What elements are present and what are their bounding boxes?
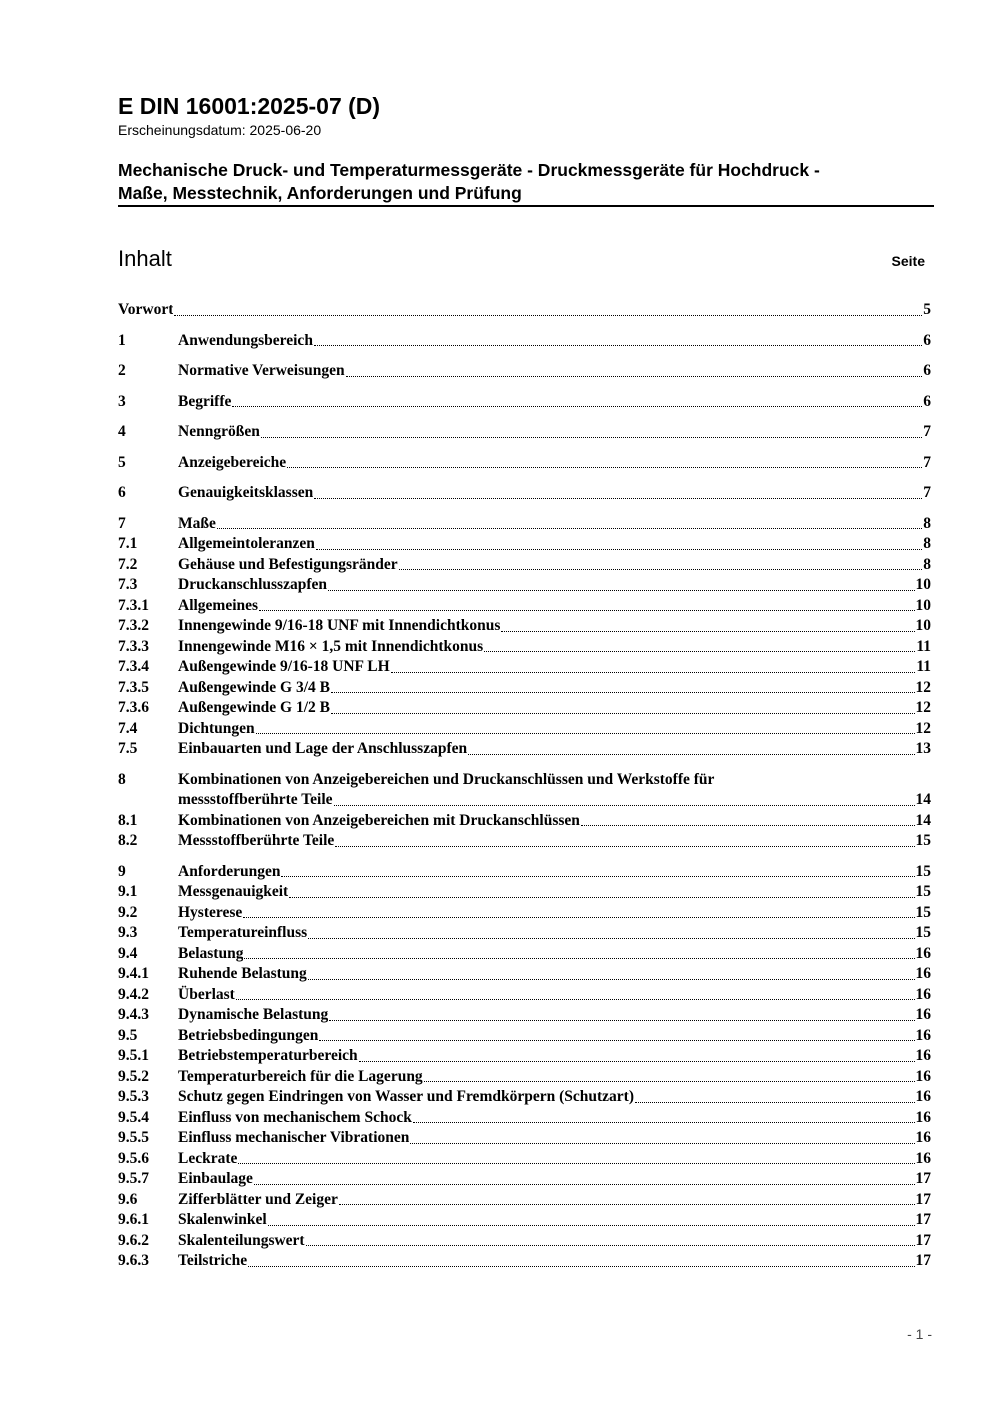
toc-entry-number: 7.3.3 xyxy=(118,637,149,655)
toc-entry-page: 8 xyxy=(923,514,931,532)
toc-page-column-label: Seite xyxy=(891,253,925,269)
toc-entry-page: 6 xyxy=(923,392,931,410)
toc-entry-title: Zifferblätter und Zeiger xyxy=(178,1190,338,1208)
toc-entry[interactable] xyxy=(118,300,931,321)
toc-entry-title: Nenngrößen xyxy=(178,423,260,440)
toc-entry-title: Hysterese xyxy=(178,903,243,921)
dot-leader xyxy=(267,1210,916,1231)
dot-leader xyxy=(500,616,915,637)
toc-entry[interactable] xyxy=(118,1046,931,1067)
toc-entry-page: 14 xyxy=(915,811,931,829)
toc-entry-title: Ruhende Belastung xyxy=(178,965,307,982)
dot-leader xyxy=(412,1108,916,1129)
dot-leader xyxy=(580,811,916,832)
toc-entry-title: Leckrate xyxy=(178,1149,238,1167)
toc-entry-number: 8.2 xyxy=(118,832,138,849)
toc-entry[interactable] xyxy=(118,1128,931,1149)
toc-entry-page: 11 xyxy=(916,637,931,655)
toc-entry-title: Gehäuse und Befestigungsränder xyxy=(178,555,398,573)
toc-entry[interactable] xyxy=(118,1251,931,1272)
dot-leader xyxy=(315,534,923,555)
toc-entry-number: 9.6.1 xyxy=(118,1211,149,1228)
toc-entry-title: Anforderungen xyxy=(178,862,281,880)
dot-leader xyxy=(235,985,916,1006)
dot-leader xyxy=(634,1087,916,1108)
toc-entry-number: 9.5.6 xyxy=(118,1149,149,1167)
toc-entry[interactable] xyxy=(118,964,931,985)
dot-leader xyxy=(288,882,915,903)
toc-entry[interactable] xyxy=(118,331,931,352)
toc-entry[interactable] xyxy=(118,596,931,617)
dot-leader xyxy=(255,719,916,740)
toc-entry[interactable] xyxy=(118,1087,931,1108)
dot-leader xyxy=(483,637,916,658)
toc-entry-continuation xyxy=(178,790,931,811)
toc-entry-title: Außengewinde 9/16-18 UNF LH xyxy=(178,658,390,675)
toc-entry[interactable] xyxy=(118,770,931,811)
toc-entry-number: 2 xyxy=(118,362,126,379)
dot-leader xyxy=(231,392,923,413)
document-title-line-2: Maße, Messtechnik, Anforderungen und Prüfung xyxy=(118,183,522,203)
dot-leader xyxy=(280,862,915,883)
dot-leader xyxy=(313,483,923,504)
toc-entry-number: 7.3 xyxy=(118,576,138,593)
dot-leader xyxy=(358,1046,916,1067)
toc-entry-page: 6 xyxy=(923,362,931,379)
toc-entry-title: Skalenwinkel xyxy=(178,1211,267,1228)
toc-entry-number: 7.3.2 xyxy=(118,617,149,634)
toc-entry-page: 16 xyxy=(915,985,931,1003)
document-title-line-1: Mechanische Druck- und Temperaturmessgeräte - Druckmessgeräte für Hochdruck - xyxy=(118,160,820,180)
dot-leader xyxy=(242,903,915,924)
toc-entry-title: Außengewinde G 1/2 B xyxy=(178,699,331,716)
toc-entry-page: 16 xyxy=(915,1006,931,1023)
dot-leader xyxy=(338,1190,916,1211)
dot-leader xyxy=(247,1251,915,1272)
dot-leader xyxy=(258,596,915,617)
toc-entry-title: Belastung xyxy=(178,944,244,962)
toc-entry-page: 17 xyxy=(915,1231,931,1249)
toc-entry-title: Einfluss von mechanischem Schock xyxy=(178,1108,412,1126)
toc-entry[interactable] xyxy=(118,616,931,637)
toc-entry[interactable] xyxy=(118,923,931,944)
toc-entry-title: Überlast xyxy=(178,985,235,1003)
toc-entry-number: 9.6.2 xyxy=(118,1231,149,1249)
toc-entry-number: 9.5.5 xyxy=(118,1129,149,1146)
toc-entry-title: Kombinationen von Anzeigebereichen mit Druckanschlüssen xyxy=(178,811,580,829)
dot-leader xyxy=(345,361,924,382)
toc-entry-page: 15 xyxy=(915,883,931,900)
toc-entry-body xyxy=(178,770,931,811)
toc-entry-title: Dichtungen xyxy=(178,719,255,737)
toc-entry-page: 15 xyxy=(915,924,931,941)
toc-entry[interactable] xyxy=(118,1108,931,1129)
toc-entry[interactable] xyxy=(118,944,931,965)
toc-entry-page: 17 xyxy=(915,1211,931,1228)
toc-entry-title: Temperaturbereich für die Lagerung xyxy=(178,1067,423,1085)
toc-entry-page: 16 xyxy=(915,965,931,982)
toc-entry-title: Betriebstemperaturbereich xyxy=(178,1047,358,1064)
toc-entry-title: Allgemeintoleranzen xyxy=(178,535,315,552)
toc-entry-number: 3 xyxy=(118,392,126,410)
toc-entry-title: Anzeigebereiche xyxy=(178,453,287,471)
toc-entry-page: 16 xyxy=(915,1149,931,1167)
toc-entry-page: 7 xyxy=(923,484,931,501)
toc-entry[interactable] xyxy=(118,882,931,903)
dot-leader xyxy=(307,923,915,944)
toc-entry[interactable] xyxy=(118,862,931,883)
toc-entry-page: 10 xyxy=(915,617,931,634)
toc-entry-page: 12 xyxy=(915,719,931,737)
toc-entry[interactable] xyxy=(118,1210,931,1231)
toc-entry-number: 9.2 xyxy=(118,903,138,921)
toc-entry[interactable] xyxy=(118,739,931,760)
document-id: E DIN 16001:2025-07 (D) xyxy=(118,93,381,119)
toc-entry-title: Dynamische Belastung xyxy=(178,1006,329,1023)
dot-leader xyxy=(328,1005,915,1026)
toc-entry-title: Teilstriche xyxy=(178,1252,248,1269)
toc-entry-page: 7 xyxy=(923,453,931,471)
toc-entry-number: 6 xyxy=(118,484,126,501)
toc-entry-page: 13 xyxy=(915,740,931,757)
toc-entry[interactable] xyxy=(118,361,931,382)
toc-entry[interactable] xyxy=(118,678,931,699)
toc-entry-number: 9.6.3 xyxy=(118,1252,149,1269)
toc-entry-title: messstoffberührte Teile xyxy=(178,791,333,808)
toc-entry[interactable] xyxy=(118,422,931,443)
toc-entry-number: 9.1 xyxy=(118,883,138,900)
toc-entry-number: 7.3.5 xyxy=(118,678,149,696)
dot-leader xyxy=(243,944,915,965)
toc-entry-number: 9.5.4 xyxy=(118,1108,149,1126)
toc-entry-number: 7.5 xyxy=(118,740,138,757)
toc-entry-page: 6 xyxy=(923,331,931,349)
dot-leader xyxy=(390,657,917,678)
toc-entry[interactable] xyxy=(118,657,931,678)
toc-entry-number: 9.4.1 xyxy=(118,965,149,982)
toc-entry-page: 17 xyxy=(915,1190,931,1208)
toc-entry[interactable] xyxy=(118,1067,931,1088)
toc-entry-title: Temperatureinfluss xyxy=(178,924,308,941)
toc-entry-page: 5 xyxy=(923,301,931,318)
dot-leader xyxy=(216,514,923,535)
toc-entry-title: Allgemeines xyxy=(178,596,259,614)
toc-entry-title: Einfluss mechanischer Vibrationen xyxy=(178,1129,410,1146)
dot-leader xyxy=(409,1128,915,1149)
toc-entry[interactable] xyxy=(118,534,931,555)
toc-entry-number: 5 xyxy=(118,453,126,471)
page-number: - 1 - xyxy=(907,1326,932,1342)
toc-entry-number: 1 xyxy=(118,331,126,349)
dot-leader xyxy=(423,1067,916,1088)
toc-entry-number: 9 xyxy=(118,862,126,880)
dot-leader xyxy=(237,1149,915,1170)
toc-entry-number: 9.5.2 xyxy=(118,1067,149,1085)
title-divider xyxy=(118,205,934,207)
toc-entry-number: 9.5 xyxy=(118,1026,138,1044)
toc-entry-number: 9.6 xyxy=(118,1190,138,1208)
dot-leader xyxy=(260,422,923,443)
toc-entry-page: 15 xyxy=(915,903,931,921)
toc-entry-title: Anwendungsbereich xyxy=(178,331,313,349)
toc-entry[interactable] xyxy=(118,719,931,740)
toc-entry-title: Kombinationen von Anzeigebereichen und Druckanschlüssen und Werkstoffe für xyxy=(178,770,715,788)
toc-entry-page: 16 xyxy=(915,1026,931,1044)
toc-entry-page: 16 xyxy=(915,1047,931,1064)
toc-entry[interactable] xyxy=(118,575,931,596)
toc-entry-title: Betriebsbedingungen xyxy=(178,1026,319,1044)
dot-leader xyxy=(286,453,923,474)
toc-entry-number: 7.3.4 xyxy=(118,658,149,675)
toc-entry[interactable] xyxy=(118,555,931,576)
dot-leader xyxy=(334,831,915,852)
toc-entry-title: Normative Verweisungen xyxy=(178,362,345,379)
toc-entry-number: 9.5.1 xyxy=(118,1047,149,1064)
toc-entry-number: 7.2 xyxy=(118,555,138,573)
toc-entry-number: 7.3.6 xyxy=(118,699,149,716)
toc-entry-title: Skalenteilungswert xyxy=(178,1231,305,1249)
toc-entry-title: Genauigkeitsklassen xyxy=(178,484,314,501)
dot-leader xyxy=(253,1169,916,1190)
toc-entry-page: 16 xyxy=(915,1129,931,1146)
dot-leader xyxy=(173,300,923,321)
toc-entry[interactable] xyxy=(118,1231,931,1252)
toc-entry-number: 8.1 xyxy=(118,811,138,829)
toc-entry[interactable] xyxy=(118,985,931,1006)
toc-entry[interactable] xyxy=(118,1190,931,1211)
toc-entry-number: 9.4.2 xyxy=(118,985,149,1003)
toc-entry[interactable] xyxy=(118,831,931,852)
toc-entry-title: Messstoffberührte Teile xyxy=(178,832,335,849)
dot-leader xyxy=(330,678,915,699)
toc-entry-number: 9.4 xyxy=(118,944,138,962)
toc-entry-title: Maße xyxy=(178,514,216,532)
toc-entry-title: Einbaulage xyxy=(178,1170,253,1187)
dot-leader xyxy=(313,331,923,352)
toc-entry-page: 12 xyxy=(915,678,931,696)
document-title xyxy=(118,159,934,205)
toc-entry-number: 7.3.1 xyxy=(118,596,149,614)
toc-entry-title: Innengewinde 9/16-18 UNF mit Innendichtkonus xyxy=(178,617,501,634)
dot-leader xyxy=(398,555,924,576)
toc-entry[interactable] xyxy=(118,1169,931,1190)
toc-entry-page: 15 xyxy=(915,862,931,880)
toc-entry-number: 9.5.3 xyxy=(118,1088,149,1105)
toc-entry-title: Innengewinde M16 × 1,5 mit Innendichtkonus xyxy=(178,637,484,655)
toc-entry-page: 8 xyxy=(923,535,931,552)
dot-leader xyxy=(330,698,915,719)
toc-entry-page: 10 xyxy=(915,596,931,614)
toc-entry-title: Messgenauigkeit xyxy=(178,883,289,900)
toc-entry[interactable] xyxy=(118,698,931,719)
toc-entry-title: Einbauarten und Lage der Anschlusszapfen xyxy=(178,740,468,757)
toc-entry-page: 17 xyxy=(915,1170,931,1187)
toc-entry-page: 8 xyxy=(923,555,931,573)
toc-entry-title: Außengewinde G 3/4 B xyxy=(178,678,331,696)
toc-entry-number: 7 xyxy=(118,514,126,532)
toc-entry-number: 8 xyxy=(118,770,126,788)
toc-entry-page: 11 xyxy=(916,658,931,675)
toc-entry[interactable] xyxy=(118,637,931,658)
toc-entry-number: 4 xyxy=(118,423,126,440)
dot-leader xyxy=(467,739,915,760)
toc-entry[interactable] xyxy=(118,453,931,474)
table-of-contents xyxy=(118,300,931,1272)
dot-leader xyxy=(327,575,916,596)
toc-entry-page: 14 xyxy=(915,791,931,808)
dot-leader xyxy=(307,964,916,985)
toc-entry-page: 7 xyxy=(923,423,931,440)
toc-entry[interactable] xyxy=(118,1005,931,1026)
toc-heading: Inhalt xyxy=(118,246,172,271)
toc-entry-page: 15 xyxy=(915,832,931,849)
toc-entry[interactable] xyxy=(118,483,931,504)
toc-entry-page: 16 xyxy=(915,1088,931,1105)
toc-entry-page: 16 xyxy=(915,1108,931,1126)
toc-entry-title: Druckanschlusszapfen xyxy=(178,576,327,593)
dot-leader xyxy=(318,1026,915,1047)
toc-entry-number: 9.3 xyxy=(118,924,138,941)
toc-entry-number: 7.1 xyxy=(118,535,138,552)
toc-entry-page: 17 xyxy=(915,1252,931,1269)
toc-entry[interactable] xyxy=(118,514,931,535)
toc-entry-title: Vorwort xyxy=(118,301,174,318)
toc-entry-number: 7.4 xyxy=(118,719,138,737)
dot-leader xyxy=(333,790,916,811)
toc-entry-number: 9.5.7 xyxy=(118,1170,149,1187)
toc-entry[interactable] xyxy=(118,392,931,413)
toc-entry-page: 16 xyxy=(915,1067,931,1085)
dot-leader xyxy=(305,1231,916,1252)
toc-entry[interactable] xyxy=(118,1026,931,1047)
toc-entry[interactable] xyxy=(118,811,931,832)
toc-entry-page: 12 xyxy=(915,699,931,716)
toc-entry[interactable] xyxy=(118,903,931,924)
publication-date: Erscheinungsdatum: 2025-06-20 xyxy=(118,122,322,138)
toc-entry-title: Begriffe xyxy=(178,392,232,410)
toc-entry[interactable] xyxy=(118,1149,931,1170)
toc-entry-title: Schutz gegen Eindringen von Wasser und Fremdkörpern (Schutzart) xyxy=(178,1088,634,1105)
toc-entry-number: 9.4.3 xyxy=(118,1006,149,1023)
toc-entry-page: 10 xyxy=(915,576,931,593)
toc-entry-page: 16 xyxy=(915,944,931,962)
